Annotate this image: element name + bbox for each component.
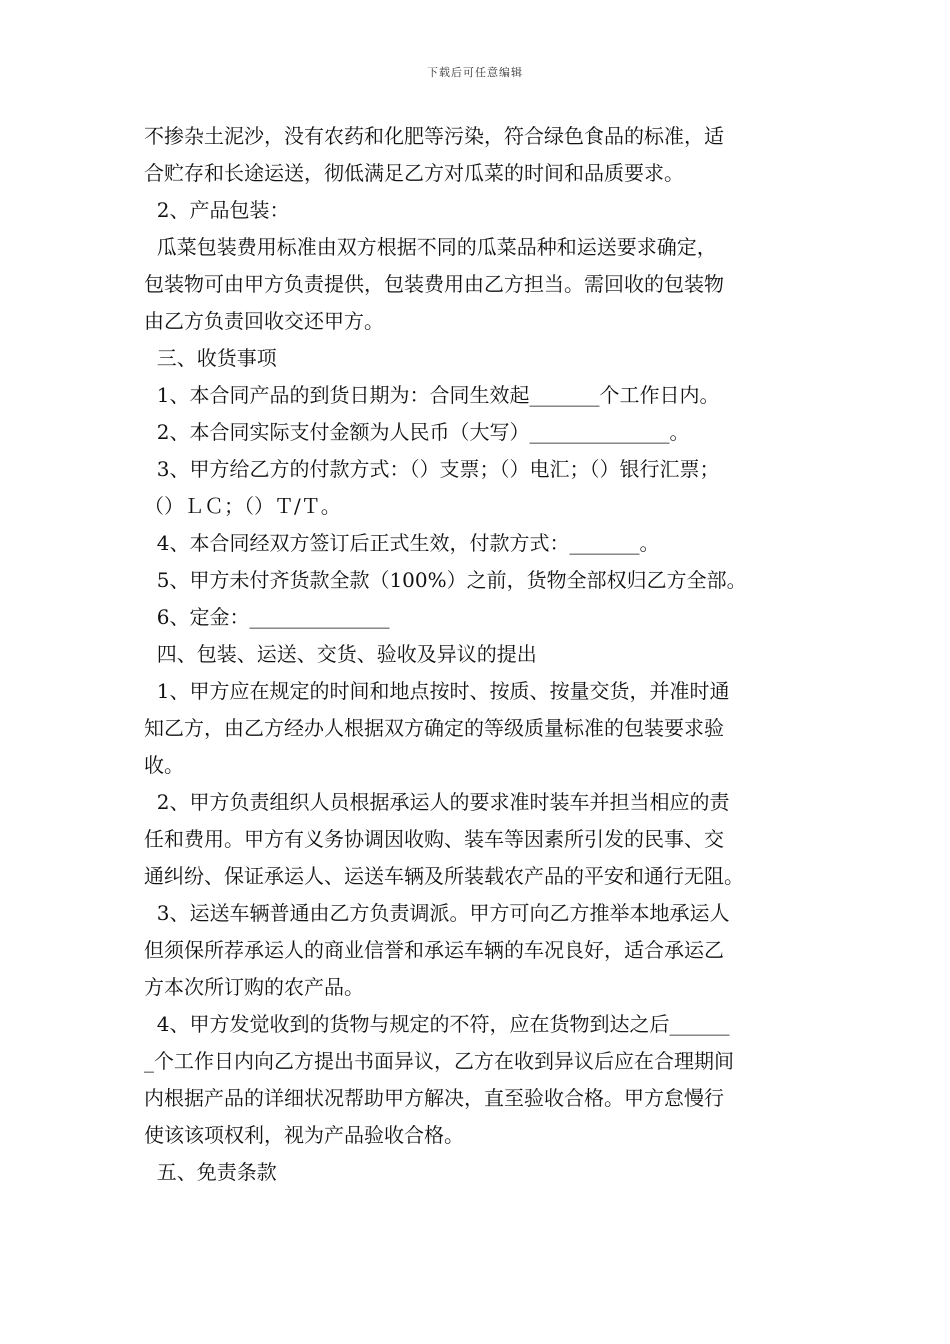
- text-line: 收。: [144, 753, 184, 777]
- text-line: 4、本合同经双方签订后正式生效，付款方式：_______。: [144, 531, 660, 555]
- section-heading: 三、收货事项: [144, 346, 277, 370]
- text-line: 合贮存和长途运送，彻低满足乙方对瓜菜的时间和品质要求。: [144, 161, 684, 185]
- text-line: 方本次所订购的农产品。: [144, 975, 364, 999]
- section-heading: 五、免责条款: [144, 1160, 277, 1184]
- text-line: 6、定金：______________: [144, 605, 390, 629]
- text-line: 2、甲方负责组织人员根据承运人的要求准时装车并担当相应的责: [144, 790, 730, 814]
- page-header: 下载后可任意编辑: [427, 66, 523, 79]
- text-line: 1、本合同产品的到货日期为：合同生效起_______个工作日内。: [144, 383, 720, 407]
- text-line: _个工作日内向乙方提出书面异议，乙方在收到异议后应在合理期间: [144, 1049, 734, 1073]
- text-line: 由乙方负责回收交还甲方。: [144, 309, 384, 333]
- text-line: 不掺杂土泥沙，没有农药和化肥等污染，符合绿色食品的标准，适: [144, 124, 724, 148]
- text-line: 瓜菜包装费用标准由双方根据不同的瓜菜品种和运送要求确定，: [144, 235, 717, 259]
- text-line: 但须保所荐承运人的商业信誉和承运车辆的车况良好，适合承运乙: [144, 938, 724, 962]
- text-line: 3、运送车辆普通由乙方负责调派。甲方可向乙方推举本地承运人: [144, 901, 730, 925]
- text-line: 任和费用。甲方有义务协调因收购、装车等因素所引发的民事、交: [144, 827, 724, 851]
- text-line: （）ＬＣ；（）Ｔ/Ｔ。: [144, 494, 341, 518]
- section-heading: 四、包装、运送、交货、验收及异议的提出: [144, 642, 537, 666]
- contract-body: [144, 118, 834, 1191]
- text-line: 通纠纷、保证承运人、运送车辆及所装载农产品的平安和通行无阻。: [144, 864, 744, 888]
- text-line: 内根据产品的详细状况帮助甲方解决，直至验收合格。甲方怠慢行: [144, 1086, 724, 1110]
- text-line: 5、甲方未付齐货款全款（100%）之前，货物全部权归乙方全部。: [144, 568, 747, 592]
- text-line: 2、本合同实际支付金额为人民币（大写）______________。: [144, 420, 690, 444]
- text-line: 2、产品包装：: [144, 198, 290, 222]
- text-line: 包装物可由甲方负责提供，包装费用由乙方担当。需回收的包装物: [144, 272, 724, 296]
- text-line: 知乙方，由乙方经办人根据双方确定的等级质量标准的包装要求验: [144, 716, 724, 740]
- text-line: 使该该项权利，视为产品验收合格。: [144, 1123, 464, 1147]
- text-line: 1、甲方应在规定的时间和地点按时、按质、按量交货，并准时通: [144, 679, 730, 703]
- text-line: 4、甲方发觉收到的货物与规定的不符，应在货物到达之后______: [144, 1012, 730, 1036]
- text-line: 3、甲方给乙方的付款方式：（）支票；（）电汇；（）银行汇票；: [144, 457, 720, 481]
